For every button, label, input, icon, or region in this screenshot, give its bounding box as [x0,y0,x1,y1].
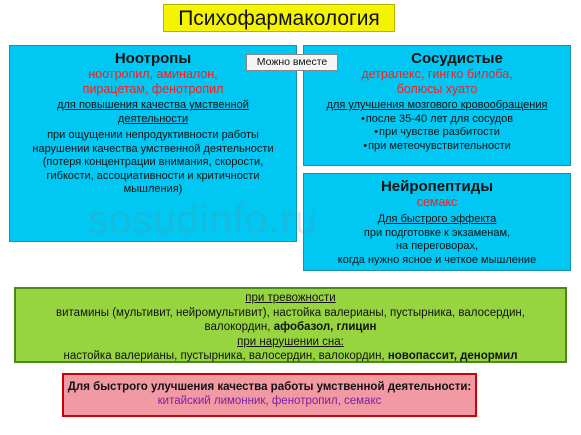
nootropics-detail-5: мышления) [123,183,183,195]
nootropics-detail-3: (потеря концентрации внимания, скорости, [42,156,264,168]
vascular-item-3: • при метеочувствительности [304,140,570,154]
nootropics-purpose-line-1: для повышения качества умственной [57,99,249,111]
neuropeptides-detail-1: при подготовке к экзаменам, [363,226,511,239]
quick-improvement-box [62,373,477,417]
neuropeptides-detail-3: когда нужно ясное и четкое мышление [337,253,537,266]
neuropeptides-drug: семакс [416,195,458,209]
vascular-purpose: для улучшения мозгового кровообращения [326,99,548,111]
anxiety-line-2-plain: валокордин, [204,321,271,333]
anxiety-line-1: витамины (мультивит, нейромультивит), настойка валерианы, пустырника, валосердин, [56,306,525,319]
vascular-item-1: • после 35-40 лет для сосудов [304,113,570,127]
watermark: sosudinfo.ru [88,198,318,242]
vascular-box [303,45,571,166]
nootropics-detail-4: гибкости, ассоциативности и критичности [46,169,260,182]
quick-drugs: китайский лимонник, фенотропил, семакс [157,395,382,407]
anxiety-heading: при тревожности [245,292,336,304]
sleep-line-plain: настойка валерианы, пустырника, валосердин, валокордин, [63,350,385,362]
quick-heading: Для быстрого улучшения качества работы умственной деятельности: [67,381,472,393]
combine-label: Можно вместе [246,54,338,71]
nootropics-detail-1: при ощущении непродуктивности работы [47,129,259,141]
sleep-heading: при нарушении сна: [237,335,344,348]
vascular-heading: Сосудистые [411,50,503,67]
neuropeptides-detail-2: на переговорах, [395,240,479,252]
neuropeptides-heading: Нейропептиды [380,178,494,195]
anxiety-sleep-box [14,287,567,363]
nootropics-purpose-line-2: деятельности [117,112,189,125]
nootropics-drugs-line-2: пирацетам, фенотропил [82,82,224,96]
nootropics-drugs-line-1: ноотропил, аминалон, [88,67,218,81]
anxiety-line-2-bold: афобазол, глицин [273,321,377,333]
vascular-drugs-line-2: болюсы хуато [396,82,478,96]
anxiety-line-2 [16,320,565,335]
vascular-drugs-line-1: детралекс, гингко билоба, [361,67,513,81]
nootropics-detail-2: нарушении качества умственной деятельности [32,142,274,155]
sleep-line [16,349,565,364]
vascular-item-2: • при чувстве разбитости [304,126,570,140]
sleep-line-bold: новопассит, денормил [387,350,518,362]
nootropics-heading: Ноотропы [114,50,192,67]
page-title: Психофармакология [163,4,395,32]
neuropeptides-purpose: Для быстрого эффекта [377,213,497,225]
